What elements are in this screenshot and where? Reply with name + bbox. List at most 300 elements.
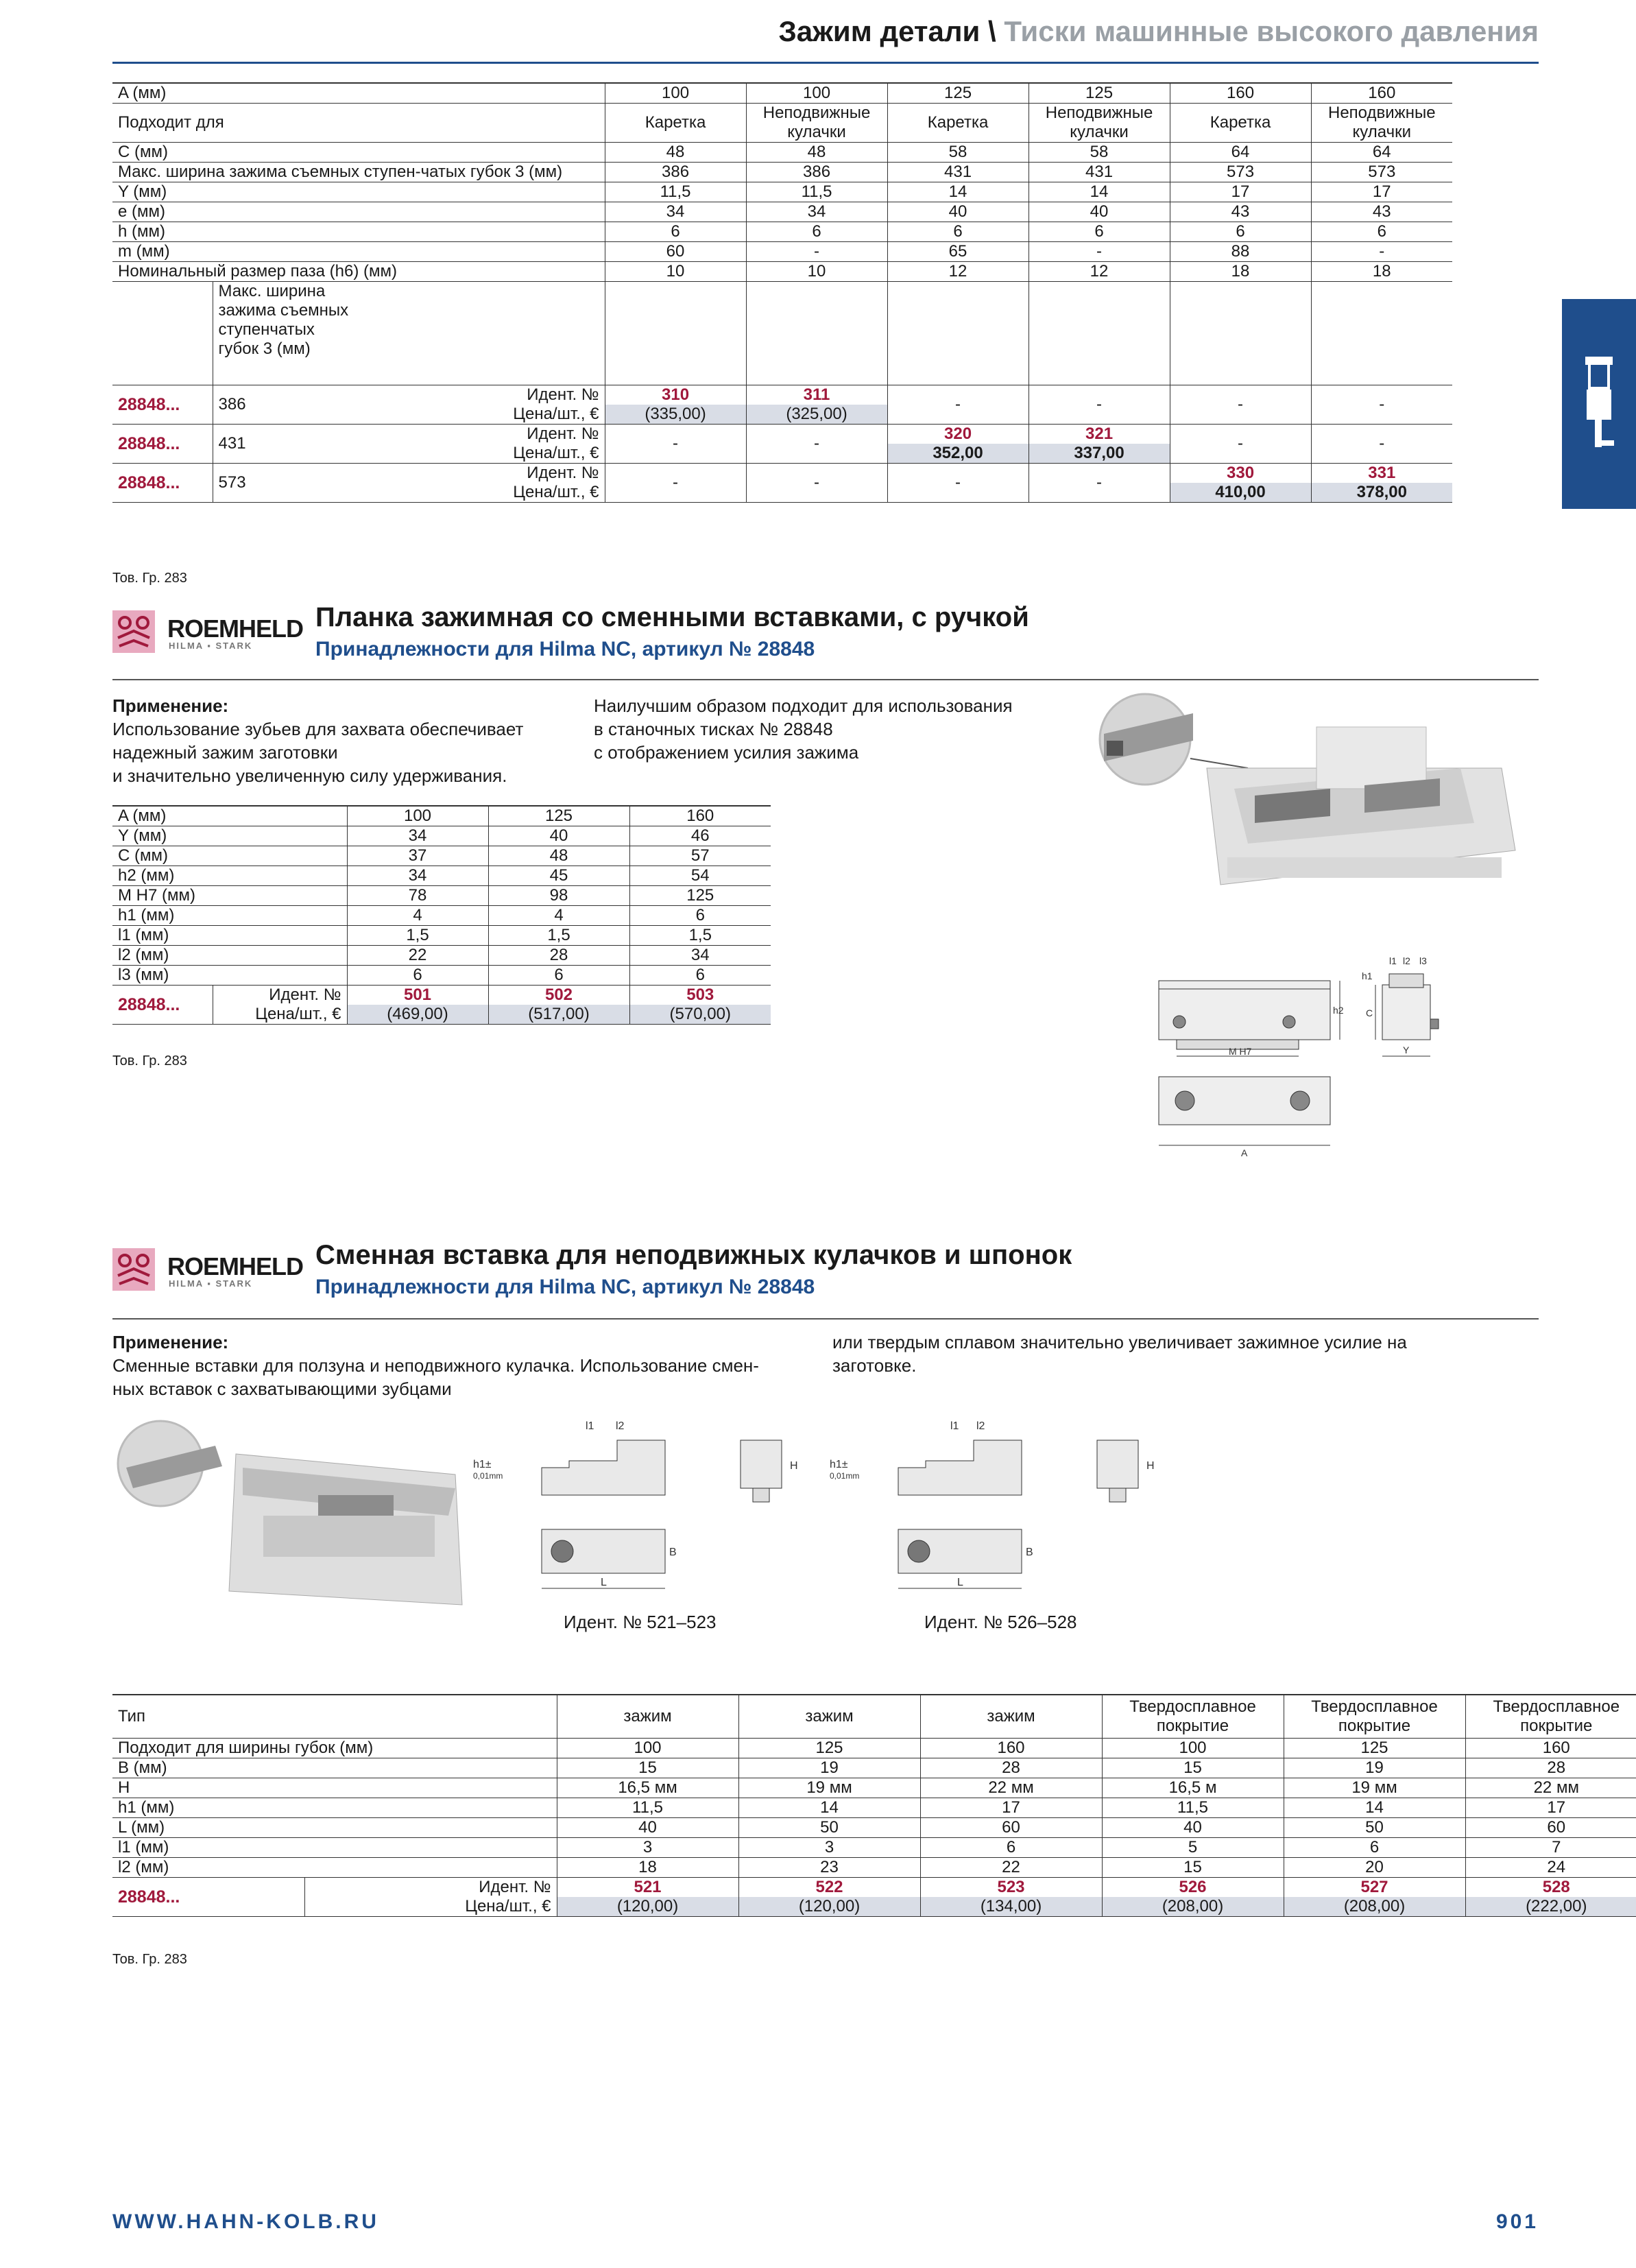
- price-value: 410,00: [1170, 483, 1311, 503]
- cell: 6: [629, 906, 771, 926]
- spec-row: [112, 1798, 1636, 1818]
- price-label: Цена/шт., €: [213, 1005, 347, 1025]
- type-row: [112, 1695, 1636, 1739]
- cell: 54: [629, 866, 771, 886]
- cell: 34: [746, 202, 887, 222]
- row-label: h1 (мм): [112, 1798, 557, 1818]
- ident-number: 502: [488, 986, 629, 1005]
- use-text-2a: Использование зубьев для захвата обеспечивает: [112, 719, 524, 739]
- row-label: e (мм): [112, 202, 605, 222]
- price-value: 352,00: [887, 444, 1028, 464]
- cell: 14: [1028, 182, 1170, 202]
- row-label: l3 (мм): [112, 966, 347, 986]
- cell: 22 мм: [920, 1778, 1102, 1798]
- item-ident-row: [112, 1878, 1636, 1898]
- price-value: 337,00: [1028, 444, 1170, 464]
- cell: 6: [746, 222, 887, 242]
- cell: 100: [746, 83, 887, 104]
- brand-tag-2: HILMA ▪ STARK: [169, 1278, 253, 1289]
- cell: 3: [738, 1838, 920, 1858]
- ident-number: -: [605, 464, 746, 503]
- svg-text:M H7: M H7: [1229, 1046, 1252, 1057]
- cell: 16,5 м: [1102, 1778, 1284, 1798]
- item-width: 386: [213, 385, 355, 425]
- cell: 50: [1284, 1818, 1465, 1838]
- cell: 573: [1311, 163, 1452, 182]
- cell: 22: [920, 1858, 1102, 1878]
- price-value: (570,00): [629, 1005, 771, 1025]
- cell: 22: [347, 946, 488, 966]
- cell: 14: [887, 182, 1028, 202]
- cell: 11,5: [557, 1798, 738, 1818]
- item-width: 573: [213, 464, 355, 503]
- brand-name-2: ROEMHELD: [167, 1252, 303, 1280]
- clamping-bar-drawing: [1152, 953, 1467, 1173]
- use-text-3a: Сменные вставки для ползуна и неподвижного кулачка. Использование смен-: [112, 1355, 759, 1376]
- cell: 17: [1311, 182, 1452, 202]
- svg-text:H: H: [1146, 1460, 1155, 1472]
- item-ident-row: [112, 986, 771, 1005]
- row-label: L (мм): [112, 1818, 557, 1838]
- svg-text:Y: Y: [1403, 1045, 1410, 1055]
- cell: 19: [1284, 1758, 1465, 1778]
- ident-number: 503: [629, 986, 771, 1005]
- use-text-3b: ных вставок с захватывающими зубцами: [112, 1378, 452, 1399]
- section-rule-2: [112, 679, 1539, 680]
- item-ident-row: [112, 425, 1452, 444]
- svg-text:0,01mm: 0,01mm: [473, 1471, 503, 1481]
- svg-text:0,01mm: 0,01mm: [830, 1471, 860, 1481]
- cell: [355, 282, 605, 385]
- subhead-label: Макс. ширина зажима съемных ступенчатых губок 3 (мм): [213, 282, 355, 385]
- ident-number: -: [887, 464, 1028, 503]
- spec-row: [112, 826, 771, 846]
- brand-tag: HILMA ▪ STARK: [169, 641, 253, 651]
- cell: 40: [557, 1818, 738, 1838]
- article-number: 28848...: [112, 385, 213, 425]
- svg-text:h1: h1: [1362, 970, 1373, 981]
- article-number: 28848...: [112, 425, 213, 464]
- row-label: C (мм): [112, 846, 347, 866]
- cell: 6: [1170, 222, 1311, 242]
- row-label: Подходит для: [112, 104, 605, 143]
- svg-text:l2: l2: [616, 1420, 625, 1432]
- cell: 23: [738, 1858, 920, 1878]
- cell: 28: [1465, 1758, 1636, 1778]
- spec-row: [112, 946, 771, 966]
- svg-text:L: L: [601, 1577, 607, 1588]
- cell: -: [1028, 242, 1170, 262]
- cell: Каретка: [1170, 104, 1311, 143]
- cell: 60: [605, 242, 746, 262]
- product-group-note-2: Тов. Гр. 283: [112, 1053, 187, 1069]
- row-label: Подходит для ширины губок (мм): [112, 1739, 557, 1758]
- ident-number: -: [1028, 464, 1170, 503]
- price-value: (325,00): [746, 405, 887, 425]
- cell: 17: [920, 1798, 1102, 1818]
- cell: 4: [488, 906, 629, 926]
- type-value: зажим: [738, 1695, 920, 1739]
- cell: 48: [605, 143, 746, 163]
- cell: 34: [605, 202, 746, 222]
- cell: 160: [1170, 83, 1311, 104]
- cell: 125: [1028, 83, 1170, 104]
- cell: 431: [887, 163, 1028, 182]
- cell: 125: [738, 1739, 920, 1758]
- row-label: m (мм): [112, 242, 605, 262]
- cell: 19 мм: [738, 1778, 920, 1798]
- cell: 40: [1102, 1818, 1284, 1838]
- cell: 160: [1465, 1739, 1636, 1758]
- insert-photo: [112, 1413, 476, 1612]
- spec-row: [112, 1858, 1636, 1878]
- cell: Неподвижные кулачки: [1311, 104, 1452, 143]
- cell: Каретка: [605, 104, 746, 143]
- use-right-3b: заготовке.: [832, 1355, 917, 1376]
- ident-number: -: [605, 425, 746, 464]
- section-rule-3: [112, 1318, 1539, 1320]
- row-label: H: [112, 1778, 557, 1798]
- cell: 37: [347, 846, 488, 866]
- cell: [1311, 282, 1452, 385]
- row-label: Номинальный размер паза (h6) (мм): [112, 262, 605, 282]
- cell: [112, 282, 213, 385]
- product-group-note-3: Тов. Гр. 283: [112, 1952, 187, 1967]
- spec-row: [112, 1838, 1636, 1858]
- cell: 78: [347, 886, 488, 906]
- ident-number: -: [1028, 385, 1170, 425]
- price-value: (120,00): [738, 1897, 920, 1917]
- product-group-note-1: Тов. Гр. 283: [112, 571, 187, 586]
- page-header: [778, 15, 1539, 48]
- svg-text:l1: l1: [586, 1420, 594, 1432]
- spec-row: [112, 104, 1452, 143]
- ident-number: 501: [347, 986, 488, 1005]
- cell: 64: [1170, 143, 1311, 163]
- use-right-block-3: [832, 1330, 1407, 1377]
- type-value: Твердосплавное покрытие: [1284, 1695, 1465, 1739]
- cell: 22 мм: [1465, 1778, 1636, 1798]
- spec-row: [112, 242, 1452, 262]
- item-ident-row: [112, 385, 1452, 405]
- cell: 5: [1102, 1838, 1284, 1858]
- item-width: 431: [213, 425, 355, 464]
- spec-row: [112, 966, 771, 986]
- article-number: 28848...: [112, 1878, 304, 1917]
- cell: 6: [1028, 222, 1170, 242]
- row-label: C (мм): [112, 143, 605, 163]
- cell: 11,5: [605, 182, 746, 202]
- cell: 1,5: [488, 926, 629, 946]
- use-right-2b: в станочных тисках № 28848: [594, 719, 833, 739]
- type-value: Твердосплавное покрытие: [1102, 1695, 1284, 1739]
- use-text-2b: надежный зажим заготовки: [112, 742, 338, 763]
- article-number: 28848...: [112, 464, 213, 503]
- cell: 17: [1170, 182, 1311, 202]
- use-label-3: Применение:: [112, 1332, 229, 1352]
- item-price-row: [112, 1897, 1636, 1917]
- cell: 18: [1170, 262, 1311, 282]
- svg-text:l2: l2: [976, 1420, 985, 1432]
- use-text-2c: и значительно увеличенную силу удерживания.: [112, 765, 507, 786]
- cell: 58: [887, 143, 1028, 163]
- ident-number: -: [887, 385, 1028, 425]
- row-label: h1 (мм): [112, 906, 347, 926]
- header-title: Зажим детали: [778, 15, 981, 47]
- cell: 573: [1170, 163, 1311, 182]
- ident-number: 330: [1170, 464, 1311, 484]
- ident-number: -: [746, 464, 887, 503]
- cell: 18: [557, 1858, 738, 1878]
- row-label: l2 (мм): [112, 1858, 557, 1878]
- cell: 19 мм: [1284, 1778, 1465, 1798]
- spec-row: [112, 1818, 1636, 1838]
- price-label: Цена/шт., €: [355, 483, 605, 503]
- cell: 11,5: [746, 182, 887, 202]
- ident-number: 522: [738, 1878, 920, 1898]
- price-label: Цена/шт., €: [355, 405, 605, 425]
- ident-label: Идент. №: [527, 385, 599, 404]
- use-label-2: Применение:: [112, 695, 229, 716]
- spec-row: [112, 202, 1452, 222]
- use-right-2a: Наилучшим образом подходит для использования: [594, 695, 1013, 716]
- price-value: (222,00): [1465, 1897, 1636, 1917]
- cell: 3: [557, 1838, 738, 1858]
- use-block-3: [112, 1330, 759, 1400]
- ident-number: 527: [1284, 1878, 1465, 1898]
- ident-number: 320: [887, 425, 1028, 444]
- ident-number: 310: [605, 385, 746, 405]
- cell: 48: [746, 143, 887, 163]
- row-label: A (мм): [112, 83, 605, 104]
- svg-text:L: L: [957, 1577, 963, 1588]
- ident-label: Идент. №: [213, 986, 347, 1005]
- ident-number: 526: [1102, 1878, 1284, 1898]
- roemheld-logo-mark-2: [112, 1248, 155, 1291]
- ident-number: -: [746, 425, 887, 464]
- svg-text:h1±: h1±: [473, 1459, 492, 1470]
- cell: Неподвижные кулачки: [746, 104, 887, 143]
- cell: 60: [920, 1818, 1102, 1838]
- subhead-row: [112, 282, 1452, 385]
- cell: 7: [1465, 1838, 1636, 1858]
- cell: 40: [887, 202, 1028, 222]
- cell: 1,5: [629, 926, 771, 946]
- cell: 100: [557, 1739, 738, 1758]
- cell: 125: [887, 83, 1028, 104]
- cell: 6: [629, 966, 771, 986]
- type-value: зажим: [920, 1695, 1102, 1739]
- row-label: B (мм): [112, 1758, 557, 1778]
- roemheld-logo-mark: [112, 610, 155, 653]
- section-subtitle-insert: Принадлежности для Hilma NC, артикул № 28848: [315, 1276, 815, 1298]
- clamping-bar-spec-table: [112, 805, 771, 1025]
- svg-text:h1±: h1±: [830, 1459, 848, 1470]
- cell: 19: [738, 1758, 920, 1778]
- cell: 28: [920, 1758, 1102, 1778]
- price-value: (120,00): [557, 1897, 738, 1917]
- svg-text:B: B: [1026, 1547, 1033, 1558]
- cell: 160: [920, 1739, 1102, 1758]
- cell: 43: [1311, 202, 1452, 222]
- cell: [887, 282, 1028, 385]
- cell: 1,5: [347, 926, 488, 946]
- cell: 6: [920, 1838, 1102, 1858]
- price-value: (134,00): [920, 1897, 1102, 1917]
- row-label: Y (мм): [112, 182, 605, 202]
- spec-row: [112, 83, 1452, 104]
- spec-row: [112, 866, 771, 886]
- page-number: 901: [1495, 2210, 1539, 2233]
- cell: [746, 282, 887, 385]
- price-label: Цена/шт., €: [355, 444, 605, 464]
- cell: 57: [629, 846, 771, 866]
- cell: 34: [629, 946, 771, 966]
- price-value: (517,00): [488, 1005, 629, 1025]
- row-label: Макс. ширина зажима съемных ступен-чатых губок 3 (мм): [112, 163, 605, 182]
- ident-number: -: [1170, 425, 1311, 464]
- cell: 28: [488, 946, 629, 966]
- cell: 6: [1284, 1838, 1465, 1858]
- chapter-tab[interactable]: [1562, 299, 1636, 509]
- cell: 16,5 мм: [557, 1778, 738, 1798]
- ident-number: -: [1170, 385, 1311, 425]
- svg-text:l1: l1: [1389, 955, 1397, 966]
- price-value: (208,00): [1284, 1897, 1465, 1917]
- item-ident-row: [112, 464, 1452, 484]
- spec-row: [112, 262, 1452, 282]
- cell: 88: [1170, 242, 1311, 262]
- svg-text:C: C: [1366, 1007, 1373, 1018]
- cell: 100: [1102, 1739, 1284, 1758]
- row-label: l1 (мм): [112, 926, 347, 946]
- spec-row: [112, 846, 771, 866]
- price-value: (335,00): [605, 405, 746, 425]
- ident-number: 528: [1465, 1878, 1636, 1898]
- cell: [1170, 282, 1311, 385]
- cell: Каретка: [887, 104, 1028, 143]
- cell: 6: [605, 222, 746, 242]
- row-label: M H7 (мм): [112, 886, 347, 906]
- insert-drawing-526: [823, 1413, 1179, 1605]
- cell: 125: [488, 806, 629, 826]
- use-right-block-2: [594, 694, 1013, 764]
- cell: -: [746, 242, 887, 262]
- spec-row: [112, 886, 771, 906]
- cell: 50: [738, 1818, 920, 1838]
- use-right-3a: или твердым сплавом значительно увеличивает зажимное усилие на: [832, 1332, 1407, 1352]
- cell: 10: [746, 262, 887, 282]
- row-label: Тип: [112, 1695, 557, 1739]
- svg-text:A: A: [1241, 1147, 1248, 1158]
- spec-row: [112, 143, 1452, 163]
- cell: 40: [1028, 202, 1170, 222]
- cell: Неподвижные кулачки: [1028, 104, 1170, 143]
- spec-row: [112, 182, 1452, 202]
- price-value: 378,00: [1311, 483, 1452, 503]
- svg-text:B: B: [669, 1547, 677, 1558]
- svg-text:h2: h2: [1333, 1005, 1344, 1016]
- svg-text:H: H: [790, 1460, 798, 1472]
- cell: 14: [1284, 1798, 1465, 1818]
- type-value: зажим: [557, 1695, 738, 1739]
- cell: 125: [1284, 1739, 1465, 1758]
- row-label: l2 (мм): [112, 946, 347, 966]
- cell: 64: [1311, 143, 1452, 163]
- spec-row: [112, 1739, 1636, 1758]
- cell: 15: [1102, 1758, 1284, 1778]
- ident-label: Идент. №: [527, 464, 599, 482]
- section-title-clamping-bar: Планка зажимная со сменными вставками, с ручкой: [315, 602, 1029, 632]
- spec-row: [112, 1758, 1636, 1778]
- cell: 386: [746, 163, 887, 182]
- cell: 14: [738, 1798, 920, 1818]
- cell: 6: [887, 222, 1028, 242]
- cell: 6: [1311, 222, 1452, 242]
- header-rule: [112, 62, 1539, 64]
- vise-spec-table: [112, 82, 1452, 503]
- row-label: h (мм): [112, 222, 605, 242]
- insert-drawing-521: [466, 1413, 823, 1605]
- cell: [1028, 282, 1170, 385]
- spec-row: [112, 806, 771, 826]
- ident-number: 321: [1028, 425, 1170, 444]
- cell: 6: [347, 966, 488, 986]
- cell: 12: [887, 262, 1028, 282]
- row-label: Y (мм): [112, 826, 347, 846]
- footer-url[interactable]: WWW.HAHN-KOLB.RU: [112, 2210, 379, 2233]
- insert-spec-table: [112, 1694, 1636, 1917]
- brand-name: ROEMHELD: [167, 614, 303, 643]
- ident-number: 523: [920, 1878, 1102, 1898]
- cell: 100: [347, 806, 488, 826]
- header-separator: \: [980, 15, 1005, 47]
- cell: 45: [488, 866, 629, 886]
- caption-526-528: Идент. № 526–528: [924, 1612, 1077, 1632]
- row-label: h2 (мм): [112, 866, 347, 886]
- section-subtitle-clamping-bar: Принадлежности для Hilma NC, артикул № 28848: [315, 638, 815, 660]
- cell: 34: [347, 866, 488, 886]
- cell: 24: [1465, 1858, 1636, 1878]
- cell: 431: [1028, 163, 1170, 182]
- cell: 160: [1311, 83, 1452, 104]
- cell: 98: [488, 886, 629, 906]
- cell: 15: [557, 1758, 738, 1778]
- svg-text:l3: l3: [1419, 955, 1427, 966]
- cell: 20: [1284, 1858, 1465, 1878]
- cell: 386: [605, 163, 746, 182]
- ident-label: Идент. №: [527, 425, 599, 443]
- row-label: l1 (мм): [112, 1838, 557, 1858]
- section-title-insert: Сменная вставка для неподвижных кулачков и шпонок: [315, 1240, 1072, 1270]
- cell: 43: [1170, 202, 1311, 222]
- clamping-bar-photo: [1090, 693, 1529, 898]
- cell: 40: [488, 826, 629, 846]
- cell: 65: [887, 242, 1028, 262]
- price-value: (208,00): [1102, 1897, 1284, 1917]
- row-label: A (мм): [112, 806, 347, 826]
- spec-row: [112, 1778, 1636, 1798]
- price-value: (469,00): [347, 1005, 488, 1025]
- ident-number: 331: [1311, 464, 1452, 484]
- price-label: Цена/шт., €: [304, 1897, 557, 1917]
- cell: 100: [605, 83, 746, 104]
- header-subtitle: Тиски машинные высокого давления: [1004, 15, 1539, 47]
- cell: -: [1311, 242, 1452, 262]
- svg-text:l1: l1: [950, 1420, 959, 1432]
- ident-number: 311: [746, 385, 887, 405]
- svg-text:l2: l2: [1403, 955, 1410, 966]
